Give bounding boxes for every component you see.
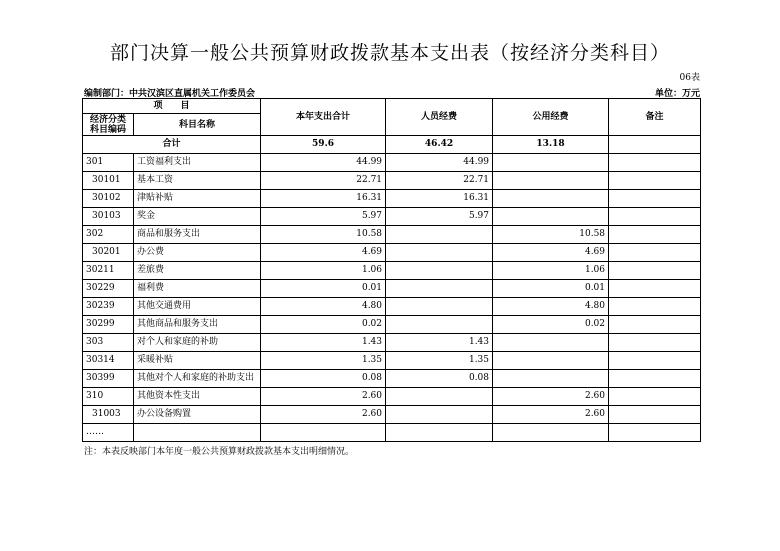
cell-remark [609, 262, 701, 280]
cell-name [134, 424, 261, 442]
cell-code: 31003 [83, 406, 134, 424]
cell-personnel: 44.99 [386, 154, 493, 172]
cell-remark [609, 280, 701, 298]
cell-total: 44.99 [261, 154, 386, 172]
cell-code: 30314 [83, 352, 134, 370]
header-total: 本年支出合计 [261, 99, 386, 136]
cell-personnel [386, 280, 493, 298]
cell-total: 0.01 [261, 280, 386, 298]
cell-personnel [386, 298, 493, 316]
header-code: 经济分类科目编码 [83, 114, 134, 136]
cell-name: 工资福利支出 [134, 154, 261, 172]
header-item: 项 目 [83, 99, 261, 114]
cell-personnel [386, 244, 493, 262]
table-body [83, 99, 701, 442]
cell-public [493, 352, 609, 370]
cell-code: 30229 [83, 280, 134, 298]
cell-name: 其他交通费用 [134, 298, 261, 316]
cell-code: 30399 [83, 370, 134, 388]
table-row [83, 190, 701, 208]
cell-total: 10.58 [261, 226, 386, 244]
header-row-1 [83, 99, 701, 114]
cell-total: 1.06 [261, 262, 386, 280]
cell-code: 30102 [83, 190, 134, 208]
footnote: 注：本表反映部门本年度一般公共预算财政拨款基本支出明细情况。 [84, 447, 355, 457]
cell-personnel [386, 316, 493, 334]
cell-remark [609, 208, 701, 226]
table-row [83, 280, 701, 298]
table-row [83, 172, 701, 190]
cell-remark [609, 370, 701, 388]
cell-code: 30101 [83, 172, 134, 190]
cell-remark [609, 316, 701, 334]
cell-total: 2.60 [261, 406, 386, 424]
unit-label: 单位：万元 [654, 89, 700, 99]
cell-code: 310 [83, 388, 134, 406]
cell-public: 2.60 [493, 388, 609, 406]
cell-name: 商品和服务支出 [134, 226, 261, 244]
cell-total: 22.71 [261, 172, 386, 190]
cell-code: 301 [83, 154, 134, 172]
cell-personnel: 1.35 [386, 352, 493, 370]
cell-name: 基本工资 [134, 172, 261, 190]
cell-total [261, 424, 386, 442]
cell-code: 302 [83, 226, 134, 244]
header-personnel: 人员经费 [386, 99, 493, 136]
table-row [83, 262, 701, 280]
cell-remark [609, 226, 701, 244]
totals-total: 59.6 [261, 136, 386, 154]
cell-public [493, 190, 609, 208]
table-row [83, 352, 701, 370]
cell-name: 采暖补贴 [134, 352, 261, 370]
cell-code: 30299 [83, 316, 134, 334]
cell-code: …… [83, 424, 134, 442]
header-remark: 备注 [609, 99, 701, 136]
cell-personnel [386, 226, 493, 244]
cell-remark [609, 424, 701, 442]
table-row [83, 406, 701, 424]
cell-public: 4.69 [493, 244, 609, 262]
cell-total: 0.08 [261, 370, 386, 388]
cell-public [493, 424, 609, 442]
cell-name: 其他资本性支出 [134, 388, 261, 406]
cell-public [493, 334, 609, 352]
cell-personnel: 5.97 [386, 208, 493, 226]
cell-code: 30211 [83, 262, 134, 280]
cell-code: 30239 [83, 298, 134, 316]
table-row [83, 424, 701, 442]
cell-name: 办公费 [134, 244, 261, 262]
totals-remark [609, 136, 701, 154]
cell-personnel: 16.31 [386, 190, 493, 208]
cell-personnel: 22.71 [386, 172, 493, 190]
table-row [83, 244, 701, 262]
table-row [83, 334, 701, 352]
cell-total: 16.31 [261, 190, 386, 208]
cell-name: 办公设备购置 [134, 406, 261, 424]
cell-code: 30201 [83, 244, 134, 262]
cell-public: 4.80 [493, 298, 609, 316]
cell-remark [609, 154, 701, 172]
cell-personnel: 0.08 [386, 370, 493, 388]
header-name: 科目名称 [134, 114, 261, 136]
cell-total: 4.80 [261, 298, 386, 316]
report-title: 部门决算一般公共预算财政拨款基本支出表（按经济分类科目） [109, 42, 670, 64]
table-row [83, 316, 701, 334]
cell-remark [609, 352, 701, 370]
cell-name: 津贴补贴 [134, 190, 261, 208]
cell-total: 1.43 [261, 334, 386, 352]
cell-public: 0.01 [493, 280, 609, 298]
cell-remark [609, 172, 701, 190]
totals-public: 13.18 [493, 136, 609, 154]
cell-personnel: 1.43 [386, 334, 493, 352]
cell-name: 对个人和家庭的补助 [134, 334, 261, 352]
cell-total: 0.02 [261, 316, 386, 334]
cell-remark [609, 298, 701, 316]
expenditure-table [82, 98, 701, 442]
cell-public: 10.58 [493, 226, 609, 244]
totals-label: 合计 [83, 136, 261, 154]
cell-personnel [386, 406, 493, 424]
table-row [83, 388, 701, 406]
cell-total: 5.97 [261, 208, 386, 226]
cell-remark [609, 334, 701, 352]
table-row [83, 226, 701, 244]
cell-code: 303 [83, 334, 134, 352]
cell-remark [609, 388, 701, 406]
cell-total: 2.60 [261, 388, 386, 406]
cell-name: 差旅费 [134, 262, 261, 280]
cell-public: 2.60 [493, 406, 609, 424]
cell-public [493, 370, 609, 388]
cell-code: 30103 [83, 208, 134, 226]
compiling-department: 编制部门：中共汉滨区直属机关工作委员会 [84, 89, 256, 99]
cell-public [493, 154, 609, 172]
table-row [83, 298, 701, 316]
cell-public [493, 172, 609, 190]
header-public: 公用经费 [493, 99, 609, 136]
cell-public [493, 208, 609, 226]
cell-remark [609, 244, 701, 262]
cell-public: 0.02 [493, 316, 609, 334]
totals-personnel: 46.42 [386, 136, 493, 154]
table-row [83, 370, 701, 388]
cell-remark [609, 190, 701, 208]
cell-personnel [386, 424, 493, 442]
cell-name: 其他商品和服务支出 [134, 316, 261, 334]
form-number: 06表 [679, 73, 700, 83]
cell-personnel [386, 388, 493, 406]
cell-total: 4.69 [261, 244, 386, 262]
cell-personnel [386, 262, 493, 280]
cell-name: 其他对个人和家庭的补助支出 [134, 370, 261, 388]
totals-row [83, 136, 701, 154]
cell-public: 1.06 [493, 262, 609, 280]
table-row [83, 154, 701, 172]
cell-name: 奖金 [134, 208, 261, 226]
cell-name: 福利费 [134, 280, 261, 298]
cell-total: 1.35 [261, 352, 386, 370]
table-row [83, 208, 701, 226]
cell-remark [609, 406, 701, 424]
